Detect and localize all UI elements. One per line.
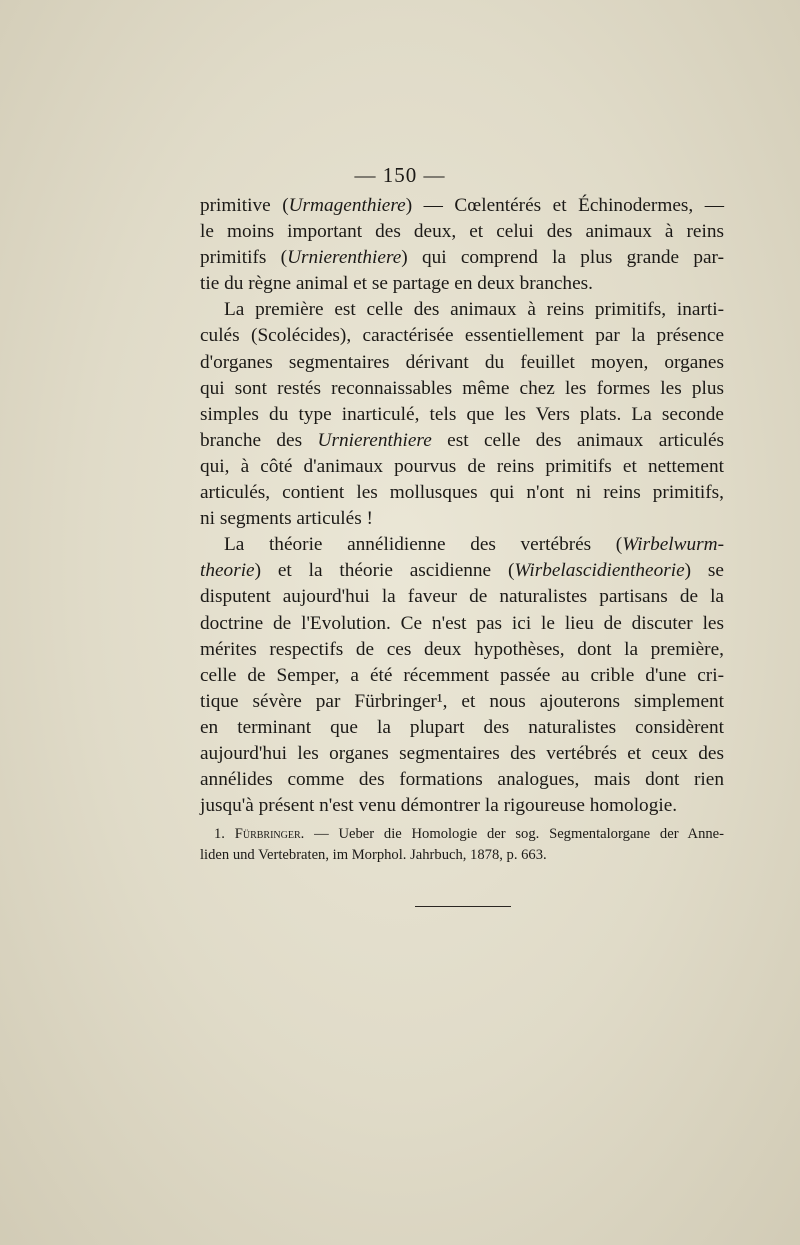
text-line: La théorie annélidienne des vertébrés (Wirbelwurm- bbox=[224, 534, 724, 556]
footnote-line: liden und Vertebraten, im Morphol. Jahrbuch, 1878, p. 663. bbox=[200, 847, 547, 863]
text-line: mérites respectifs de ces deux hypothèses, dont la première, bbox=[200, 638, 724, 660]
text-line: qui sont restés reconnaissables même chez les formes les plus bbox=[200, 377, 724, 399]
text-line: qui, à côté d'animaux pourvus de reins primitifs et nettement bbox=[200, 455, 724, 477]
text-line: disputent aujourd'hui la faveur de naturalistes partisans de la bbox=[200, 586, 724, 608]
text-line: tique sévère par Fürbringer¹, et nous ajouterons simplement bbox=[200, 690, 724, 712]
text-line: d'organes segmentaires dérivant du feuillet moyen, organes bbox=[200, 351, 724, 373]
text-line: le moins important des deux, et celui des animaux à reins bbox=[200, 221, 724, 243]
text-line: culés (Scolécides), caractérisée essentiellement par la présence bbox=[200, 325, 724, 347]
footnote bbox=[200, 824, 724, 866]
text-line: primitive (Urmagenthiere) — Cœlentérés et Échinodermes, — bbox=[200, 195, 724, 216]
text-line: ni segments articulés ! bbox=[200, 508, 373, 530]
text-line: aujourd'hui les organes segmentaires des vertébrés et ceux des bbox=[200, 742, 724, 764]
text-line: celle de Semper, a été récemment passée au crible d'une cri- bbox=[200, 664, 724, 686]
text-line: jusqu'à présent n'est venu démontrer la rigoureuse homologie. bbox=[200, 795, 678, 817]
text-line: theorie) et la théorie ascidienne (Wirbelascidientheorie) se bbox=[200, 560, 724, 582]
main-text bbox=[200, 193, 724, 819]
text-line: en terminant que la plupart des naturalistes considèrent bbox=[200, 716, 724, 738]
text-line: La première est celle des animaux à reins primitifs, inarti- bbox=[224, 299, 724, 321]
footnote-line: 1. Fürbringer. — Ueber die Homologie der sog. Segmentalorgane der Anne- bbox=[214, 826, 724, 842]
text-line: annélides comme des formations analogues, mais dont rien bbox=[200, 769, 724, 791]
text-line: doctrine de l'Evolution. Ce n'est pas ici le lieu de discuter les bbox=[200, 612, 724, 634]
text-line: simples du type inarticulé, tels que les Vers plats. La seconde bbox=[200, 403, 724, 425]
page-number: — 150 — bbox=[354, 163, 446, 187]
text-line: primitifs (Urnierenthiere) qui comprend la plus grande par- bbox=[200, 247, 724, 269]
section-divider bbox=[415, 906, 511, 907]
text-line: branche des Urnierenthiere est celle des animaux articulés bbox=[200, 429, 725, 451]
text-line: articulés, contient les mollusques qui n'ont ni reins primitifs, bbox=[200, 482, 724, 504]
text-line: tie du règne animal et se partage en deux branches. bbox=[200, 273, 593, 295]
